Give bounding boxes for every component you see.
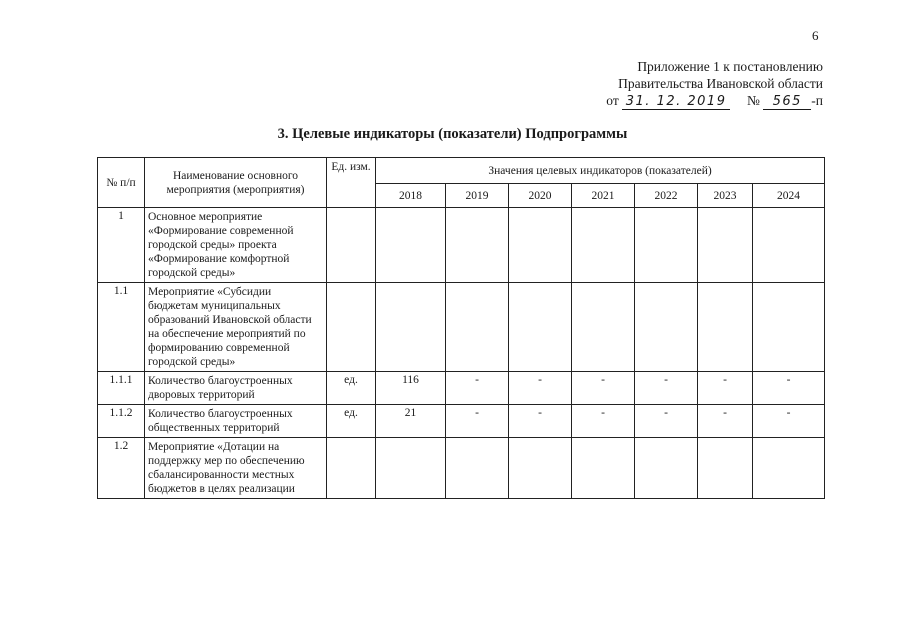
handwritten-number: 565 [763, 95, 811, 110]
indicators-table [97, 157, 825, 499]
row-value: - [753, 372, 825, 405]
row-name: Количество благоустроенных дворовых территорий [145, 372, 327, 405]
row-value [446, 438, 509, 499]
row-value [572, 283, 635, 372]
header-year: 2023 [698, 184, 753, 208]
row-name: Количество благоустроенных общественных территорий [145, 405, 327, 438]
table-row [98, 372, 825, 405]
row-unit [327, 283, 376, 372]
header-year: 2019 [446, 184, 509, 208]
row-value [753, 438, 825, 499]
header-year: 2024 [753, 184, 825, 208]
row-value: - [753, 405, 825, 438]
appendix-line-1: Приложение 1 к постановлению [637, 59, 823, 74]
row-value [376, 283, 446, 372]
row-value [635, 283, 698, 372]
number-prefix: № [747, 93, 760, 108]
row-unit [327, 438, 376, 499]
row-value [509, 438, 572, 499]
appendix-date-line [606, 92, 823, 110]
row-value [509, 283, 572, 372]
row-value [509, 208, 572, 283]
handwritten-date: 31. 12. 2019 [622, 95, 730, 110]
table-row [98, 208, 825, 283]
page-number: 6 [812, 28, 819, 43]
section-title: 3. Целевые индикаторы (показатели) Подпрограммы [277, 126, 628, 142]
row-unit: ед. [327, 372, 376, 405]
row-value [698, 438, 753, 499]
row-num: 1.2 [98, 438, 145, 499]
row-value: - [509, 405, 572, 438]
row-value: - [635, 372, 698, 405]
row-value: 21 [376, 405, 446, 438]
header-num: № п/п [98, 158, 145, 208]
row-value [376, 208, 446, 283]
row-value: - [698, 372, 753, 405]
row-value: - [572, 405, 635, 438]
row-value: - [446, 405, 509, 438]
row-value: - [572, 372, 635, 405]
header-year: 2018 [376, 184, 446, 208]
header-name: Наименование основного мероприятия (мероприятия) [145, 158, 327, 208]
row-value: - [446, 372, 509, 405]
row-value: 116 [376, 372, 446, 405]
table-row [98, 438, 825, 499]
row-value [698, 208, 753, 283]
row-unit [327, 208, 376, 283]
row-num: 1.1 [98, 283, 145, 372]
header-unit: Ед. изм. [327, 158, 376, 208]
row-name: Мероприятие «Дотации на поддержку мер по обеспечению сбалансированности местных бюджетов в целях реализации [145, 438, 327, 499]
row-value [635, 208, 698, 283]
row-num: 1.1.1 [98, 372, 145, 405]
appendix-block [606, 58, 823, 110]
row-value [572, 438, 635, 499]
row-value [446, 283, 509, 372]
row-value [446, 208, 509, 283]
row-num: 1 [98, 208, 145, 283]
appendix-line-2: Правительства Ивановской области [618, 76, 823, 91]
row-name: Основное мероприятие «Формирование современной городской среды» проекта «Формирование комфортной городской среды» [145, 208, 327, 283]
row-unit: ед. [327, 405, 376, 438]
row-value [376, 438, 446, 499]
header-year: 2022 [635, 184, 698, 208]
row-num: 1.1.2 [98, 405, 145, 438]
row-value [753, 283, 825, 372]
header-year: 2021 [572, 184, 635, 208]
row-value: - [635, 405, 698, 438]
date-prefix: от [606, 93, 619, 108]
table-row [98, 283, 825, 372]
row-value: - [509, 372, 572, 405]
table-row [98, 405, 825, 438]
row-value [635, 438, 698, 499]
row-value: - [698, 405, 753, 438]
row-value [572, 208, 635, 283]
header-values-group: Значения целевых индикаторов (показателей) [376, 158, 825, 184]
row-value [753, 208, 825, 283]
row-value [698, 283, 753, 372]
header-year: 2020 [509, 184, 572, 208]
row-name: Мероприятие «Субсидии бюджетам муниципальных образований Ивановской области на обеспечение мероприятий по формированию современной городской среды» [145, 283, 327, 372]
number-suffix: -п [811, 93, 823, 108]
